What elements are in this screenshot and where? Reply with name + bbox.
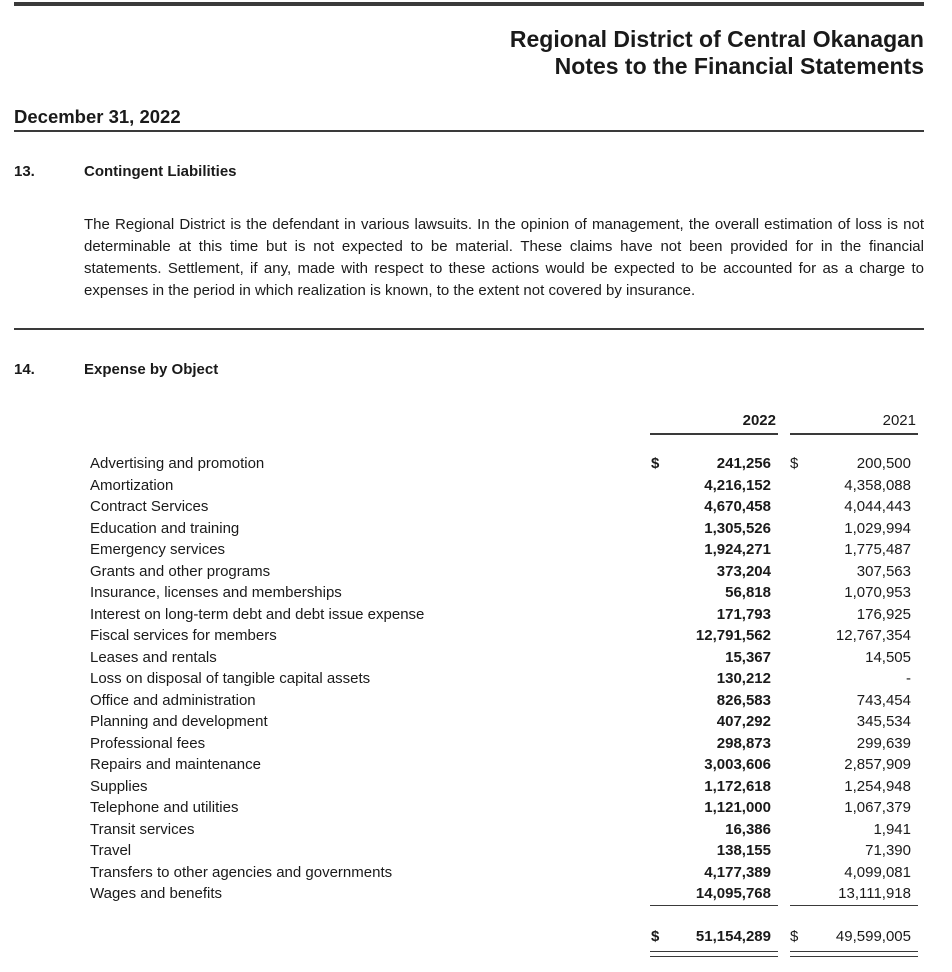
table-row <box>0 797 952 819</box>
expense-label: Grants and other programs <box>90 562 271 580</box>
sum-rule-2021 <box>790 905 918 906</box>
expense-label: Wages and benefits <box>90 885 223 902</box>
note-14-title: Expense by Object <box>84 361 219 378</box>
document-title: Notes to the Financial Statements <box>554 53 924 79</box>
value-2021: 1,067,379 <box>844 799 911 816</box>
expense-label: Emergency services <box>90 541 226 558</box>
statement-date: December 31, 2022 <box>14 106 924 132</box>
table-row <box>0 862 952 884</box>
value-2021: 71,390 <box>865 842 911 859</box>
expense-label: Supplies <box>90 777 148 795</box>
expense-label: Fiscal services for members <box>90 627 277 644</box>
table-row <box>0 776 952 798</box>
value-2021: 4,099,081 <box>844 863 911 881</box>
table-row <box>0 668 952 690</box>
column-header-2021: 2021 <box>882 412 916 429</box>
expense-table <box>0 453 952 905</box>
table-row <box>0 582 952 604</box>
value-2022: 15,367 <box>725 648 771 666</box>
expense-label: Travel <box>90 842 132 859</box>
column-header-2022: 2022 <box>742 412 776 429</box>
double-rule-2022 <box>650 951 778 957</box>
value-2022: 1,172,618 <box>704 777 771 795</box>
value-2021: - <box>906 670 911 687</box>
value-2021: 12,767,354 <box>835 627 911 644</box>
table-row <box>0 754 952 776</box>
value-2022: 298,873 <box>716 734 771 752</box>
value-2021: 1,070,953 <box>844 584 911 601</box>
value-2022: 171,793 <box>716 605 771 623</box>
expense-label: Contract Services <box>90 498 209 515</box>
value-2021: 1,029,994 <box>844 519 911 537</box>
table-row <box>0 539 952 561</box>
table-row <box>0 711 952 733</box>
header-rule-2021 <box>790 433 918 435</box>
value-2022: 1,121,000 <box>704 799 771 816</box>
expense-label: Education and training <box>90 519 240 537</box>
value-2022: 16,386 <box>725 820 771 838</box>
value-2021: 345,534 <box>856 713 911 730</box>
value-2022: 4,670,458 <box>704 498 771 515</box>
value-2021: 299,639 <box>856 734 911 752</box>
value-2022: 1,305,526 <box>704 519 771 537</box>
value-2021: 1,775,487 <box>844 541 911 558</box>
table-row <box>0 496 952 518</box>
table-row <box>0 883 952 905</box>
table-row <box>0 647 952 669</box>
value-2022: 1,924,271 <box>704 541 771 558</box>
value-2021: 2,857,909 <box>844 756 911 773</box>
expense-label: Loss on disposal of tangible capital assets <box>90 670 371 687</box>
document-header <box>510 26 924 80</box>
value-2021: 1,941 <box>873 820 911 838</box>
expense-label: Leases and rentals <box>90 648 217 666</box>
value-2021: 200,500 <box>856 455 911 472</box>
value-2021: 176,925 <box>856 605 911 623</box>
expense-label: Transit services <box>90 820 195 838</box>
value-2022: 373,204 <box>716 562 771 580</box>
table-row <box>0 733 952 755</box>
currency-symbol: $ <box>651 455 660 472</box>
value-2022: 56,818 <box>725 584 771 601</box>
note-13-title: Contingent Liabilities <box>84 163 237 180</box>
currency-symbol: $ <box>790 928 799 945</box>
table-row <box>0 840 952 862</box>
table-row <box>0 475 952 497</box>
section-divider <box>14 328 924 330</box>
value-2021: 4,044,443 <box>844 498 911 515</box>
expense-label: Interest on long-term debt and debt issue expense <box>90 605 425 623</box>
note-13-body: The Regional District is the defendant in various lawsuits. In the opinion of management, the overall estimation of loss is not determinable at this time but is not expected to be material. These claims have not been provided for in the financial statements. Settlement, if any, made with respect to these actions would be expected to be accounted for as a charge to expenses in the period in which realization is known, to the extent not covered by insurance. <box>84 216 924 299</box>
expense-label: Office and administration <box>90 691 256 709</box>
expense-label: Advertising and promotion <box>90 455 265 472</box>
value-2022: 14,095,768 <box>695 885 771 902</box>
expense-label: Amortization <box>90 476 174 494</box>
value-2022: 241,256 <box>716 455 771 472</box>
value-2021: 14,505 <box>865 648 911 666</box>
total-row <box>0 926 952 948</box>
expense-label: Insurance, licenses and memberships <box>90 584 342 601</box>
value-2022: 138,155 <box>716 842 771 859</box>
table-row <box>0 518 952 540</box>
value-2021: 4,358,088 <box>844 476 911 494</box>
value-2022: 130,212 <box>716 670 771 687</box>
table-row <box>0 625 952 647</box>
total-2022: 51,154,289 <box>695 928 771 945</box>
table-row <box>0 690 952 712</box>
expense-label: Transfers to other agencies and governments <box>90 863 393 881</box>
note-13-number: 13. <box>14 163 35 180</box>
top-rule <box>14 2 924 6</box>
currency-symbol: $ <box>651 928 660 945</box>
value-2022: 3,003,606 <box>704 756 771 773</box>
expense-label: Planning and development <box>90 713 268 730</box>
currency-symbol: $ <box>790 455 799 472</box>
value-2021: 307,563 <box>856 562 911 580</box>
table-row <box>0 453 952 475</box>
table-row <box>0 604 952 626</box>
header-rule-2022 <box>650 433 778 435</box>
value-2022: 4,177,389 <box>704 863 771 881</box>
value-2022: 12,791,562 <box>695 627 771 644</box>
double-rule-2021 <box>790 951 918 957</box>
sum-rule-2022 <box>650 905 778 906</box>
expense-label: Professional fees <box>90 734 206 752</box>
value-2021: 743,454 <box>856 691 911 709</box>
value-2021: 13,111,918 <box>838 885 911 902</box>
expense-label: Telephone and utilities <box>90 799 239 816</box>
table-row <box>0 819 952 841</box>
value-2022: 826,583 <box>716 691 771 709</box>
organization-name: Regional District of Central Okanagan <box>509 26 924 52</box>
value-2021: 1,254,948 <box>844 777 911 795</box>
table-row <box>0 561 952 583</box>
note-14-number: 14. <box>14 361 35 378</box>
value-2022: 4,216,152 <box>704 476 771 494</box>
expense-label: Repairs and maintenance <box>90 756 261 773</box>
total-2021: 49,599,005 <box>835 928 911 945</box>
value-2022: 407,292 <box>716 713 771 730</box>
